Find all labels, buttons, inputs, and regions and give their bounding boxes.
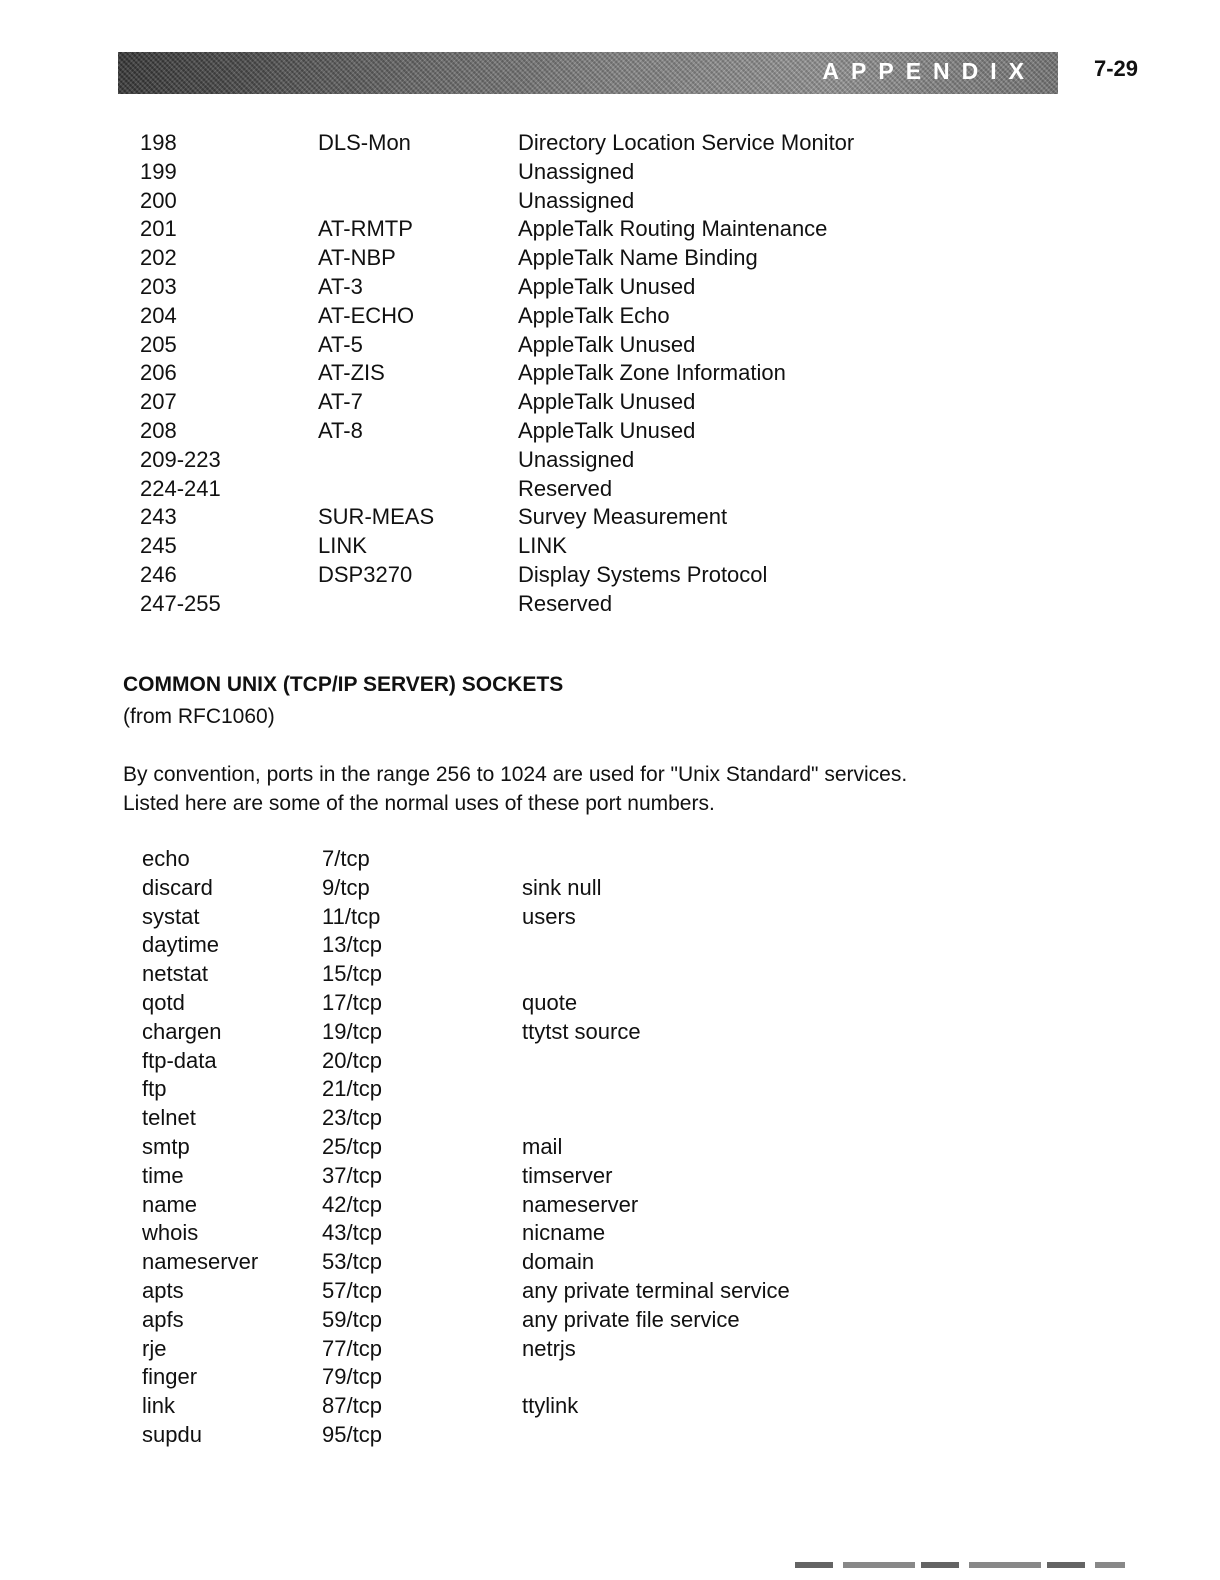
unix-row-service: qotd	[142, 989, 185, 1015]
appletalk-row-description: Unassigned	[518, 187, 635, 213]
appletalk-row-description: Unassigned	[518, 158, 635, 184]
unix-row-alias: nameserver	[522, 1191, 639, 1217]
unix-row-service: finger	[142, 1364, 198, 1390]
appletalk-row-description: AppleTalk Echo	[518, 302, 670, 328]
appletalk-row-number: 200	[140, 187, 177, 213]
appletalk-row-number: 206	[140, 360, 177, 386]
appletalk-row-description: Reserved	[518, 475, 613, 501]
unix-row-port: 87/tcp	[322, 1393, 382, 1419]
unix-row-port: 23/tcp	[322, 1105, 382, 1131]
unix-row-service: time	[142, 1162, 184, 1188]
appletalk-row-name: SUR-MEAS	[318, 504, 435, 530]
bottom-rule	[795, 1562, 1125, 1568]
unix-row-alias: ttytst source	[522, 1018, 641, 1044]
appletalk-row-description: AppleTalk Unused	[518, 389, 696, 415]
unix-row-service: chargen	[142, 1018, 222, 1044]
unix-row-service: echo	[142, 846, 190, 871]
unix-row-port: 7/tcp	[322, 846, 370, 871]
appletalk-row-name: AT-NBP	[318, 245, 396, 271]
unix-row-alias: quote	[522, 989, 578, 1015]
unix-row-port: 15/tcp	[322, 961, 382, 987]
unix-row-alias: any private file service	[522, 1306, 740, 1332]
appletalk-row-name: AT-3	[318, 273, 363, 299]
appletalk-row-description: AppleTalk Unused	[518, 331, 696, 357]
section-title: COMMON UNIX (TCP/IP SERVER) SOCKETS	[123, 673, 564, 696]
appletalk-row-number: 201	[140, 216, 177, 242]
unix-row-port: 79/tcp	[322, 1364, 382, 1390]
intro-line-1: By convention, ports in the range 256 to 1024 are used for "Unix Standard" services.	[123, 763, 908, 786]
unix-row-service: link	[142, 1393, 176, 1419]
appletalk-row-number: 224-241	[140, 475, 221, 501]
unix-row-service: apfs	[142, 1306, 184, 1332]
unix-row-port: 20/tcp	[322, 1047, 382, 1073]
unix-row-service: telnet	[142, 1105, 196, 1131]
appletalk-row-description: Display Systems Protocol	[518, 561, 768, 587]
unix-row-service: name	[142, 1191, 198, 1217]
unix-row-service: apts	[142, 1277, 184, 1303]
unix-row-port: 43/tcp	[322, 1220, 382, 1246]
unix-row-service: ftp-data	[142, 1047, 217, 1073]
appletalk-row-number: 202	[140, 245, 177, 271]
unix-row-port: 21/tcp	[322, 1076, 382, 1102]
appletalk-row-name: DSP3270	[318, 561, 413, 587]
unix-row-service: ftp	[142, 1076, 167, 1102]
appletalk-row-description: Unassigned	[518, 446, 635, 472]
unix-row-port: 95/tcp	[322, 1421, 382, 1447]
appletalk-row-number: 243	[140, 504, 177, 530]
unix-row-service: netstat	[142, 961, 209, 987]
unix-row-service: supdu	[142, 1421, 202, 1447]
appletalk-row-name: LINK	[318, 533, 367, 559]
appletalk-row-name: DLS-Mon	[318, 130, 411, 155]
unix-row-port: 19/tcp	[322, 1018, 382, 1044]
unix-row-service: daytime	[142, 932, 220, 958]
appletalk-row-description: AppleTalk Name Binding	[518, 245, 758, 271]
unix-row-service: systat	[142, 903, 200, 929]
appletalk-row-name: AT-ZIS	[318, 360, 385, 386]
unix-row-alias: timserver	[522, 1162, 613, 1188]
intro-line-2: Listed here are some of the normal uses of these port numbers.	[123, 792, 715, 815]
section-subtitle: (from RFC1060)	[123, 705, 275, 728]
unix-row-alias: mail	[522, 1133, 563, 1159]
unix-row-service: rje	[142, 1335, 167, 1361]
appletalk-row-description: AppleTalk Unused	[518, 417, 696, 443]
unix-row-port: 37/tcp	[322, 1162, 382, 1188]
unix-row-alias: netrjs	[522, 1335, 576, 1361]
appletalk-row-number: 207	[140, 389, 177, 415]
unix-row-service: whois	[142, 1220, 199, 1246]
unix-row-alias: sink null	[522, 874, 602, 900]
unix-row-port: 57/tcp	[322, 1277, 382, 1303]
appletalk-row-name: AT-RMTP	[318, 216, 413, 242]
appletalk-row-number: 209-223	[140, 446, 221, 472]
appletalk-row-description: AppleTalk Unused	[518, 273, 696, 299]
appletalk-row-number: 208	[140, 417, 177, 443]
unix-row-port: 59/tcp	[322, 1306, 382, 1332]
appletalk-row-number: 247-255	[140, 590, 221, 616]
unix-row-port: 53/tcp	[322, 1249, 382, 1275]
appletalk-row-description: LINK	[518, 533, 567, 559]
appletalk-row-description: AppleTalk Routing Maintenance	[518, 216, 828, 242]
appletalk-row-description: Directory Location Service Monitor	[518, 130, 855, 155]
unix-row-service: discard	[142, 874, 213, 900]
appletalk-row-description: AppleTalk Zone Information	[518, 360, 786, 386]
unix-row-port: 13/tcp	[322, 932, 382, 958]
appletalk-row-number: 203	[140, 273, 177, 299]
unix-row-port: 17/tcp	[322, 989, 382, 1015]
appletalk-row-description: Reserved	[518, 590, 613, 616]
unix-row-port: 9/tcp	[322, 874, 370, 900]
appletalk-row-number: 199	[140, 158, 177, 184]
appletalk-row-number: 245	[140, 533, 177, 559]
appletalk-row-name: AT-7	[318, 389, 363, 415]
unix-row-alias: nicname	[522, 1220, 606, 1246]
unix-row-alias: ttylink	[522, 1393, 579, 1419]
appletalk-row-name: AT-8	[318, 417, 363, 443]
appendix-label: APPENDIX	[822, 58, 1036, 84]
page-number: 7-29	[1094, 56, 1139, 81]
unix-row-alias: domain	[522, 1249, 595, 1275]
appendix-header-bar	[118, 52, 1058, 94]
intro-paragraph	[123, 760, 1123, 818]
appletalk-row-number: 198	[140, 130, 177, 155]
appletalk-row-name: AT-5	[318, 331, 363, 357]
unix-row-port: 77/tcp	[322, 1335, 382, 1361]
unix-row-alias: users	[522, 903, 576, 929]
unix-row-alias: any private terminal service	[522, 1277, 790, 1303]
unix-row-service: smtp	[142, 1133, 190, 1159]
appletalk-row-number: 204	[140, 302, 177, 328]
unix-row-port: 42/tcp	[322, 1191, 382, 1217]
appletalk-row-name: AT-ECHO	[318, 302, 415, 328]
unix-row-service: nameserver	[142, 1249, 259, 1275]
appletalk-row-number: 246	[140, 561, 177, 587]
appletalk-row-description: Survey Measurement	[518, 504, 728, 530]
unix-row-port: 11/tcp	[322, 903, 381, 929]
unix-row-port: 25/tcp	[322, 1133, 382, 1159]
appletalk-row-number: 205	[140, 331, 177, 357]
